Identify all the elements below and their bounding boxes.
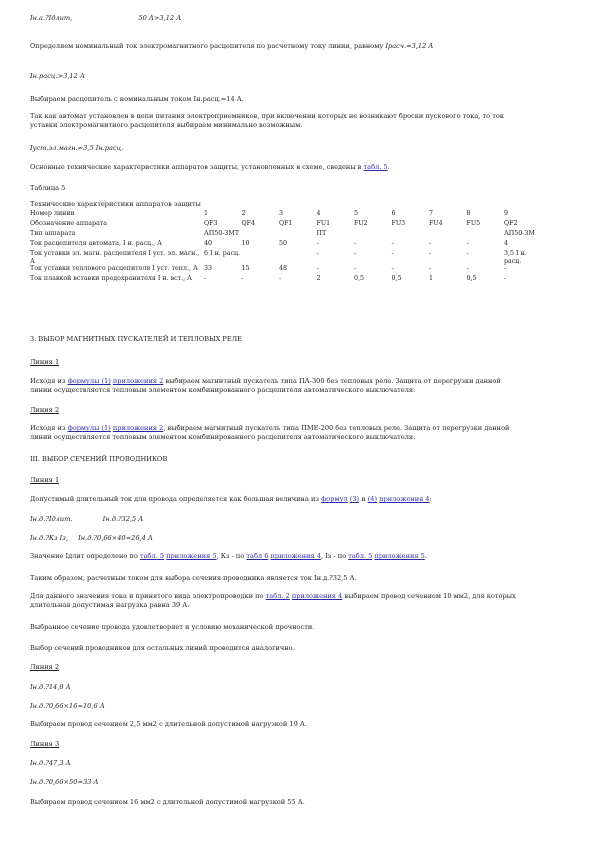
paragraph: Допустимый длительный ток для провода определяется как большая величина из формул (3) и (4) приложения 4:	[30, 495, 432, 503]
table-cell: 50	[279, 240, 288, 247]
table-cell: FU3	[391, 220, 406, 227]
table-cell: 0,5	[466, 275, 477, 283]
table-cell: 2	[241, 210, 246, 217]
paragraph-line: Исходя из формулы (1) приложения 2, выбираем магнитный пускатель типа ПМЕ-200 без тепловых реле. Защита от перегрузки данной	[30, 424, 510, 432]
table-row	[30, 230, 542, 240]
table-cell: АП50-3М	[504, 230, 535, 237]
table-cell: 40	[204, 240, 213, 247]
paragraph-line: Так как автомат установлен в цепи питания электроприемников, при включении которых не возникают броски пускового тока, то ток	[30, 112, 504, 120]
table-cell: -	[204, 275, 207, 283]
formula-3-link[interactable]: (3)	[349, 495, 360, 503]
formulas-link[interactable]: формул	[321, 495, 348, 503]
table-cell: -	[354, 265, 357, 273]
paragraph-line: линии осуществляется тепловым элементом комбинированного расцепителя автоматического выключателя.	[30, 386, 416, 394]
table-cell: 6 I н. расц.	[204, 250, 241, 257]
table-row-label: Номер линии	[30, 210, 75, 217]
paragraph-line: линии осуществляется тепловым элементом комбинированного расцепителя автоматического выключателя.	[30, 433, 416, 441]
appendix-4-link[interactable]: приложения 4	[270, 552, 321, 560]
table-cell: 1	[429, 275, 434, 283]
table-cell: -	[429, 250, 432, 257]
appendix-2-link[interactable]: приложения 2	[112, 424, 164, 432]
line-1-heading: Линия 1	[30, 358, 60, 366]
table-cell: 2	[316, 275, 321, 283]
table-cell	[279, 230, 317, 240]
protection-devices-table	[30, 210, 542, 285]
table-cell: -	[429, 240, 432, 247]
paragraph: Выбранное сечение провода удовлетворяет и условию механической прочности.	[30, 623, 315, 631]
table-row-label: Обозначение аппарата	[30, 220, 108, 227]
table-cell	[242, 230, 280, 240]
table-6-link[interactable]: табл 6	[246, 552, 269, 560]
formula-line: Iн.д.?14,8 А	[30, 683, 71, 691]
table-cell: FU2	[354, 220, 368, 227]
table-cell: 6	[391, 210, 396, 217]
table-row	[30, 240, 542, 250]
paragraph: Выбираем провод сечением 2,5 мм2 с длительной допустимой нагрузкой 19 А.	[30, 720, 307, 728]
paragraph: Выбираем провод сечением 16 мм2 с длительной допустимой нагрузкой 55 А.	[30, 798, 305, 806]
table-cell: QF1	[279, 220, 293, 227]
formula-line: Iн.расц.>3,12 А	[30, 72, 85, 80]
table-row	[30, 275, 542, 285]
paragraph-line: уставки электромагнитного расцепителя выбираем минимально возможным.	[30, 121, 303, 129]
table-5-link[interactable]: табл. 5	[363, 163, 388, 171]
table-cell	[429, 230, 467, 240]
table-cell	[279, 250, 317, 265]
paragraph: Выбираем расцепитель с номинальным током Iн.расц.=14 А.	[30, 95, 244, 103]
table-cell: -	[504, 275, 507, 283]
table-cell: 4	[504, 240, 509, 247]
line-2-heading: Линия 2	[30, 406, 60, 414]
table-cell: 7	[429, 210, 434, 217]
formula-line: Iн.д.?0,66×16=10,6 А	[30, 702, 105, 710]
table-title: Технические характеристики аппаратов защиты	[30, 200, 201, 208]
table-cell: -	[316, 240, 319, 247]
table-cell: -	[279, 275, 282, 283]
table-cell	[242, 250, 280, 265]
appendix-5-link[interactable]: приложения 5	[166, 552, 217, 560]
formula-line: Iн.д.?Iдлит. Iн.д.?32,5 А	[30, 515, 144, 523]
table-cell: 33	[204, 265, 213, 273]
table-cell: 5	[354, 210, 359, 217]
paragraph: Значение Iдлит определено по табл. 5 приложения 5, Кз - по табл 6 приложения 4, Iз - по табл. 5 приложения 5.	[30, 552, 427, 560]
paragraph-line: Для данного значения тока и принятого вида электропроводки по табл. 2 приложения 4 выбираем провод сечением 10 мм2, для которых	[30, 592, 516, 600]
formula-line: Iуст.эл.магн.=3,5 Iн.расц.	[30, 144, 124, 152]
table-cell: 10	[241, 240, 250, 247]
appendix-4-link[interactable]: приложения 4	[379, 495, 430, 503]
table-cell: -	[429, 265, 432, 273]
table-cell: 3	[279, 210, 284, 217]
table-caption: Таблица 5	[30, 184, 66, 192]
table-cell: ПТ	[316, 230, 327, 237]
table-cell: FU1	[316, 220, 331, 227]
table-cell: 8	[466, 210, 471, 217]
table-cell: 15	[241, 265, 250, 273]
table-cell: -	[466, 240, 469, 247]
table-cell: -	[391, 240, 394, 247]
paragraph: Таким образом, расчетным током для выбора сечения проводника является ток Iн.д.?32,5 А.	[30, 574, 357, 582]
table-header-row	[30, 210, 542, 220]
table-5-link[interactable]: табл. 5	[139, 552, 165, 560]
table-cell: 1	[204, 210, 209, 217]
table-cell: 0,5	[354, 275, 365, 283]
formula-line: Iн.а.?Iдлит, 50 А>3,12 А	[30, 14, 182, 22]
table-cell: FU5	[466, 220, 481, 227]
table-cell: 3,5 I н. расц.	[504, 250, 527, 265]
table-5-link[interactable]: табл. 5	[348, 552, 373, 560]
table-cell: QF2	[504, 220, 518, 227]
table-row	[30, 265, 542, 275]
paragraph: Основные технические характеристики аппаратов защиты, установленных в схеме, сведены в табл. 5.	[30, 163, 390, 171]
table-cell: 9	[504, 210, 509, 217]
section-heading: 3. ВЫБОР МАГНИТНЫХ ПУСКАТЕЛЕЙ И ТЕПЛОВЫХ РЕЛЕ	[30, 335, 242, 343]
table-cell: -	[316, 265, 319, 273]
line-2-heading: Линия 2	[30, 663, 60, 671]
line-1-heading: Линия 1	[30, 476, 60, 484]
formula-line: Iн.д.?Кз Iз, Iн.д.?0,66×40=26,4 А	[30, 534, 153, 542]
table-cell: -	[466, 250, 469, 257]
table-row	[30, 220, 542, 230]
table-2-link[interactable]: табл. 2	[265, 592, 290, 600]
formula-4-link[interactable]: (4)	[367, 495, 378, 503]
table-cell	[354, 230, 392, 240]
table-cell	[467, 230, 505, 240]
appendix-2-link[interactable]: приложения 2	[112, 377, 164, 385]
table-row-label: Тип аппарата	[30, 230, 76, 237]
table-cell: QF4	[241, 220, 256, 227]
table-row-label: Ток расцепителя автомата, I н. расц., А	[30, 240, 162, 247]
line-3-heading: Линия 3	[30, 740, 60, 748]
formula-line: Iн.д.?47,3 А	[30, 759, 71, 767]
table-row-label: Ток уставки эл. магн. расцепителя I уст. эл. магн., А	[30, 250, 200, 265]
table-row-label: Ток плавкой вставки предохранителя I н. вст., А	[30, 275, 192, 283]
appendix-5-link[interactable]: приложения 5	[374, 552, 425, 560]
table-cell: АП50-3МТ	[204, 230, 240, 237]
table-cell: -	[316, 250, 319, 257]
paragraph: Определяем номинальный ток электромагнитного расцепителя по расчетному току линии, равному Iрасч.=3,12 А	[30, 42, 434, 50]
formula-1-link[interactable]: формулы (1)	[67, 377, 111, 385]
table-cell: -	[241, 275, 244, 283]
table-row	[30, 250, 542, 265]
table-cell: -	[354, 240, 357, 247]
table-cell: 48	[279, 265, 288, 273]
table-cell: 0,5	[391, 275, 402, 283]
table-cell	[392, 230, 430, 240]
formula-line: Iн.д.?0,66×50=33 А	[30, 778, 99, 786]
table-cell: -	[466, 265, 469, 273]
formula-1-link[interactable]: формулы (1)	[67, 424, 111, 432]
table-cell: QF3	[204, 220, 218, 227]
table-cell: -	[391, 250, 394, 257]
appendix-4-link[interactable]: приложения 4	[291, 592, 343, 600]
table-cell: -	[391, 265, 394, 273]
paragraph-line: длительная допустимая нагрузка равна 39 А.	[30, 601, 190, 609]
table-cell: 4	[316, 210, 321, 217]
section-heading: III. ВЫБОР СЕЧЕНИЙ ПРОВОДНИКОВ	[30, 455, 168, 463]
paragraph-line: Исходя из формулы (1) приложения 2 выбираем магнитный пускатель типа ПА-300 без тепловых реле. Защита от перегрузки данной	[30, 377, 501, 385]
table-cell: FU4	[429, 220, 443, 227]
table-row-label: Ток уставки теплового расцепителя I уст. тепл., А	[30, 265, 198, 273]
paragraph: Выбор сечений проводников для остальных линий проводится аналогично.	[30, 644, 295, 652]
table-cell: -	[504, 265, 507, 273]
table-cell: -	[354, 250, 357, 257]
